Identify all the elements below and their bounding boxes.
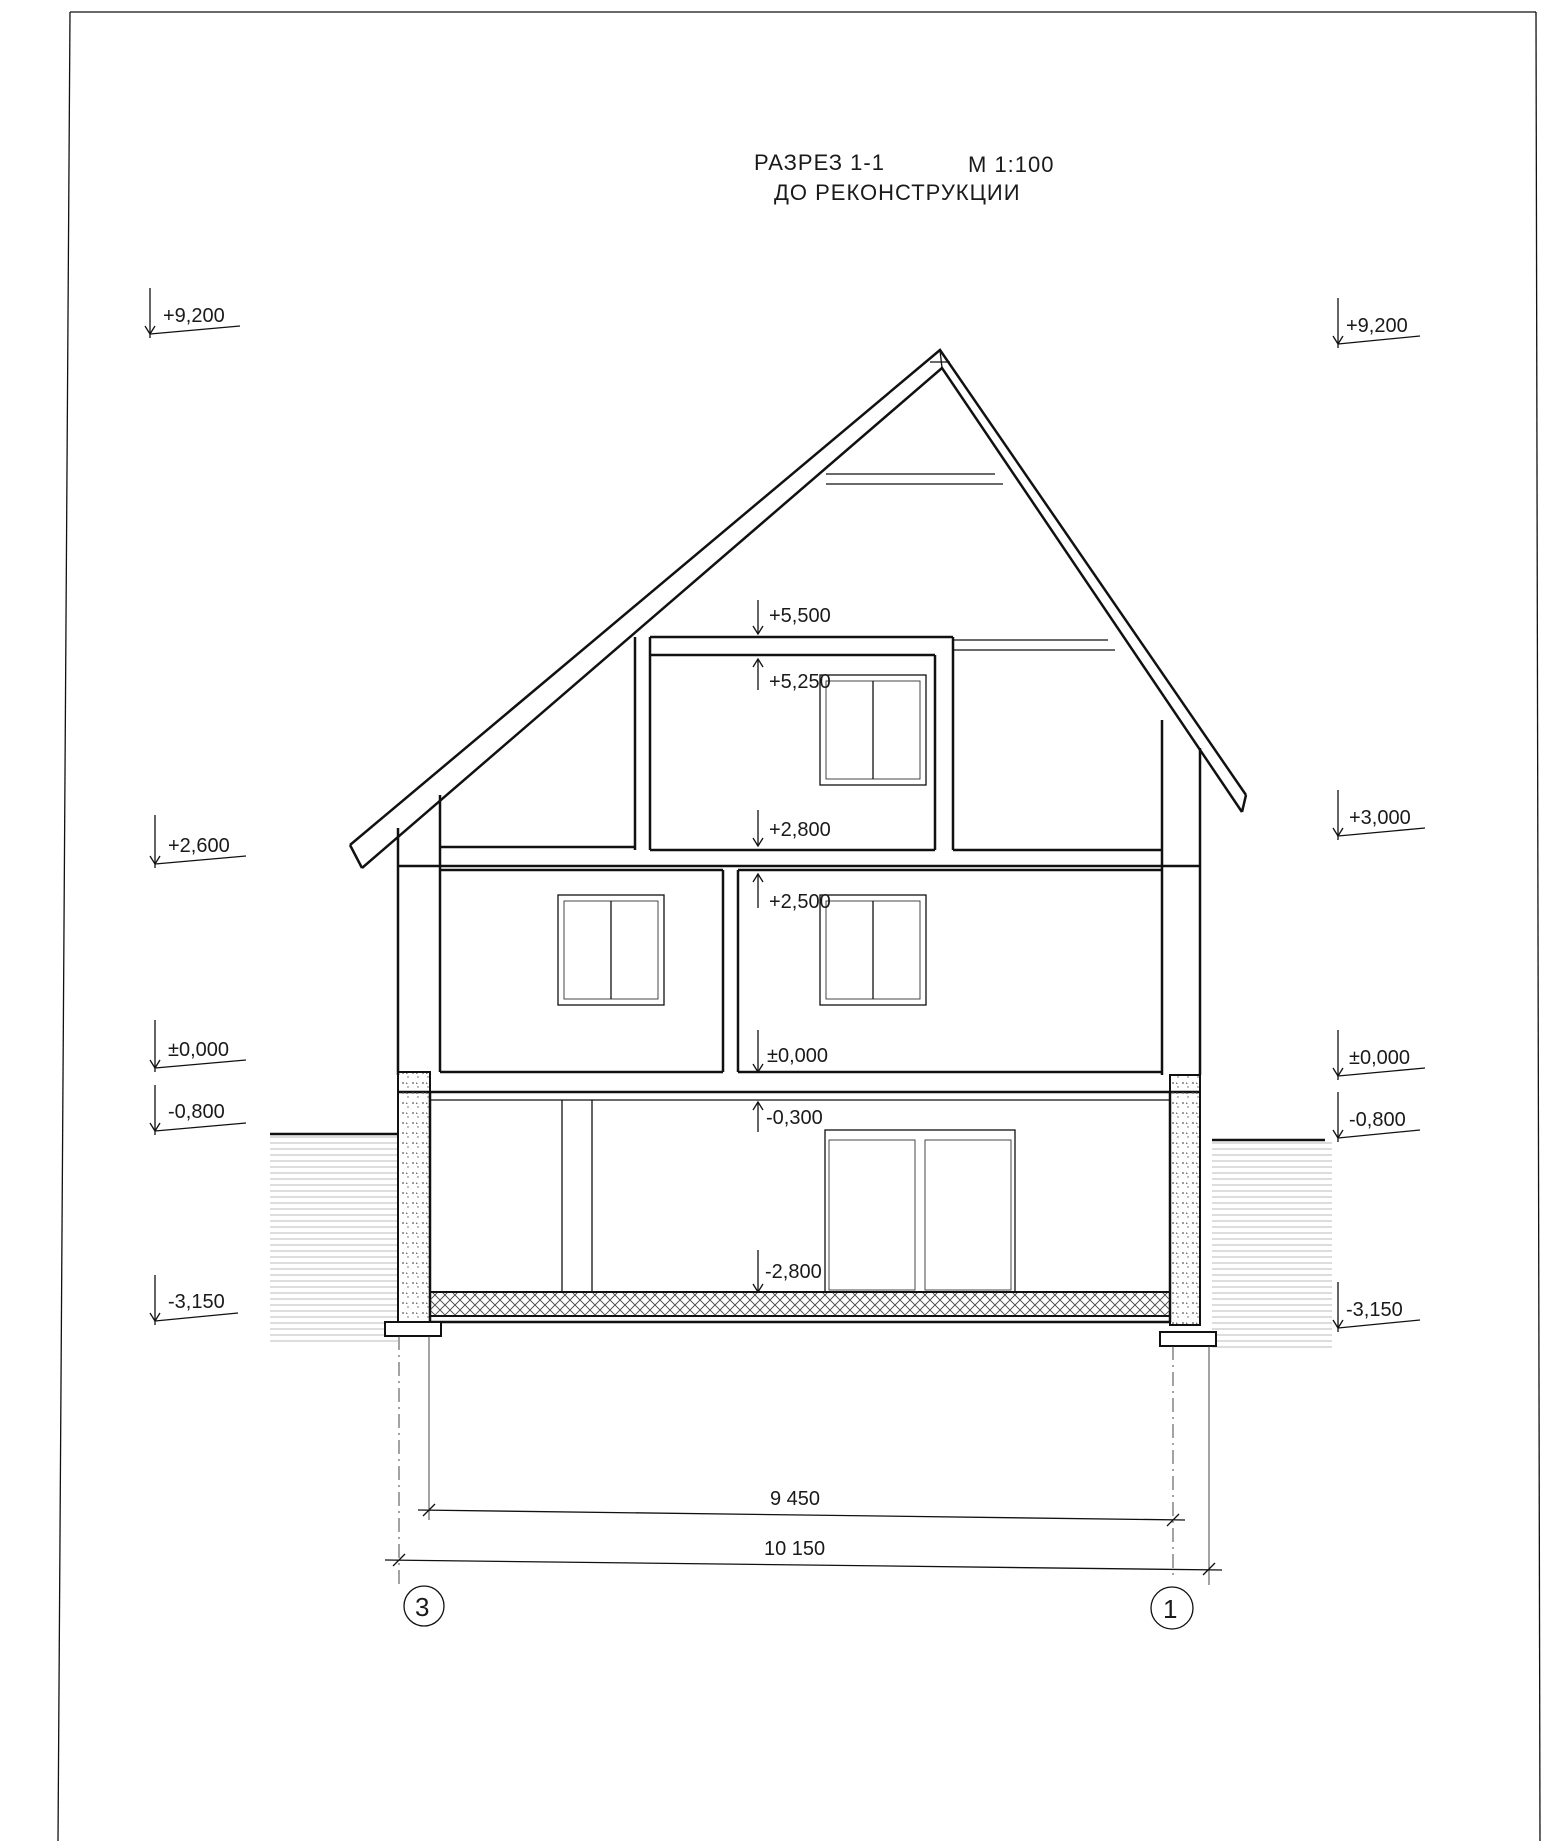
- axis-marker-left: [404, 1586, 444, 1626]
- level-marker: [753, 600, 831, 634]
- level-marker: [753, 1250, 822, 1292]
- title-section: РАЗРЕЗ 1-1: [754, 150, 885, 175]
- level-marker: [753, 874, 831, 913]
- level-marker: [753, 810, 831, 846]
- level-left-eave: +2,600: [168, 835, 230, 857]
- level-marker: [150, 1275, 238, 1325]
- level-marker: [753, 1030, 828, 1072]
- level-right-zero: ±0,000: [1349, 1047, 1411, 1069]
- level-marker: [145, 288, 240, 338]
- level-left-footing: -3,150: [168, 1291, 225, 1313]
- level-left-zero: ±0,000: [168, 1039, 230, 1061]
- title-subtitle: ДО РЕКОНСТРУКЦИИ: [774, 180, 1021, 205]
- level-left-top: +9,200: [163, 305, 225, 327]
- level-marker: [1333, 1092, 1420, 1142]
- level-right-eave: +3,000: [1349, 807, 1411, 829]
- axis-label-right: 1: [1163, 1594, 1178, 1624]
- dimension-inner: [418, 1488, 1185, 1526]
- level-marker: [753, 1102, 823, 1132]
- level-basement-ceiling: -0,300: [766, 1107, 823, 1129]
- sheet-frame: [58, 12, 1540, 1841]
- level-marker: [1333, 298, 1420, 348]
- garage-door: [825, 1130, 1015, 1292]
- window-attic: [820, 675, 926, 785]
- window-floor1-left: [558, 895, 664, 1005]
- dimension-outer-label: 10 150: [764, 1538, 826, 1560]
- level-marker: [150, 815, 246, 868]
- dimension-outer: [385, 1538, 1222, 1575]
- level-center-zero: ±0,000: [767, 1045, 829, 1067]
- level-attic-floor: +2,800: [769, 819, 831, 841]
- level-attic-ceiling: +5,500: [769, 605, 831, 627]
- level-marker: [150, 1020, 246, 1072]
- level-marker: [1333, 1030, 1425, 1080]
- level-attic-ceiling-inner: +5,250: [769, 671, 831, 693]
- level-right-top: +9,200: [1346, 315, 1408, 337]
- dimension-inner-label: 9 450: [770, 1488, 821, 1510]
- drawing-title: [754, 150, 1055, 205]
- level-floor1-ceiling: +2,500: [769, 891, 831, 913]
- level-right-footing: -3,150: [1346, 1299, 1403, 1321]
- level-marker: [150, 1085, 246, 1135]
- title-scale: М 1:100: [968, 152, 1055, 177]
- level-left-ground: -0,800: [168, 1101, 225, 1123]
- level-right-ground: -0,800: [1349, 1109, 1406, 1131]
- level-basement-floor: -2,800: [765, 1261, 822, 1283]
- window-floor1-right: [820, 895, 926, 1005]
- axis-label-left: 3: [415, 1592, 430, 1622]
- level-marker: [753, 659, 831, 693]
- axis-marker-right: [1151, 1587, 1193, 1629]
- level-marker: [1333, 1282, 1420, 1332]
- level-marker: [1333, 790, 1425, 840]
